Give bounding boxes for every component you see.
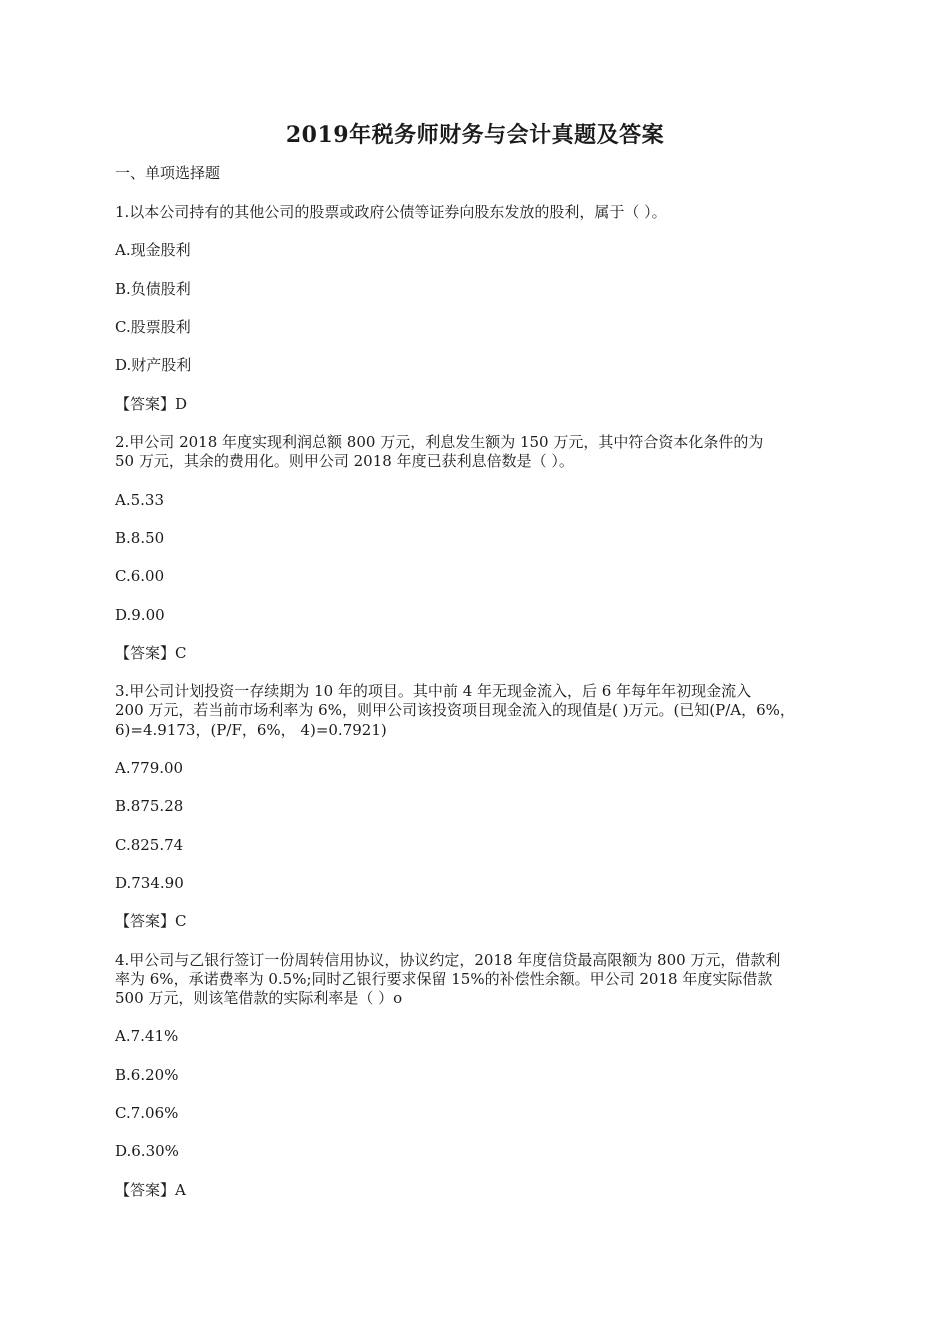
question-stem: 4.甲公司与乙银行签订一份周转信用协议，协议约定，2018 年度信贷最高限额为 800 万元，借款利	[115, 951, 781, 969]
option-c: C.6.00	[115, 567, 165, 585]
question-stem: 率为 6%，承诺费率为 0.5%;同时乙银行要求保留 15%的补偿性余额。甲公司 2018 年度实际借款	[115, 970, 773, 988]
question-stem: 50 万元，其余的费用化。则甲公司 2018 年度已获利息倍数是（ ）。	[115, 452, 574, 470]
option-c: C.7.06%	[115, 1104, 179, 1122]
question-stem: 200 万元，若当前市场利率为 6%，则甲公司该投资项目现金流入的现值是( )万元。(已知(P/A，6%，	[115, 701, 795, 719]
question-stem: 500 万元，则该笔借款的实际利率是（ ）o	[115, 989, 403, 1007]
option-c: C.825.74	[115, 836, 184, 854]
question-stem: 2.甲公司 2018 年度实现利润总额 800 万元，利息发生额为 150 万元，其中符合资本化条件的为	[115, 433, 764, 451]
answer: 【答案】A	[115, 1181, 186, 1199]
option-d: D.734.90	[115, 874, 184, 892]
section-heading: 一、单项选择题	[115, 164, 221, 182]
option-b: B.875.28	[115, 797, 184, 815]
option-a: A.7.41%	[115, 1027, 179, 1045]
option-c: C.股票股利	[115, 318, 191, 336]
option-d: D.财产股利	[115, 356, 192, 374]
option-d: D.6.30%	[115, 1142, 179, 1160]
question-stem: 3.甲公司计划投资一存续期为 10 年的项目。其中前 4 年无现金流入，后 6 年每年年初现金流入	[115, 682, 752, 700]
option-b: B.负债股利	[115, 280, 191, 298]
answer: 【答案】D	[115, 395, 188, 413]
option-a: A.5.33	[115, 491, 164, 509]
answer: 【答案】C	[115, 912, 187, 930]
answer: 【答案】C	[115, 644, 187, 662]
option-a: A.779.00	[115, 759, 184, 777]
option-a: A.现金股利	[115, 241, 191, 259]
question-stem: 6)=4.9173，(P/F，6%， 4)=0.7921)	[115, 721, 387, 739]
option-b: B.6.20%	[115, 1066, 179, 1084]
option-b: B.8.50	[115, 529, 165, 547]
question-stem: 1.以本公司持有的其他公司的股票或政府公债等证券向股东发放的股利，属于（ ）。	[115, 203, 667, 221]
option-d: D.9.00	[115, 606, 165, 624]
page-title: 2019年税务师财务与会计真题及答案	[285, 122, 665, 148]
